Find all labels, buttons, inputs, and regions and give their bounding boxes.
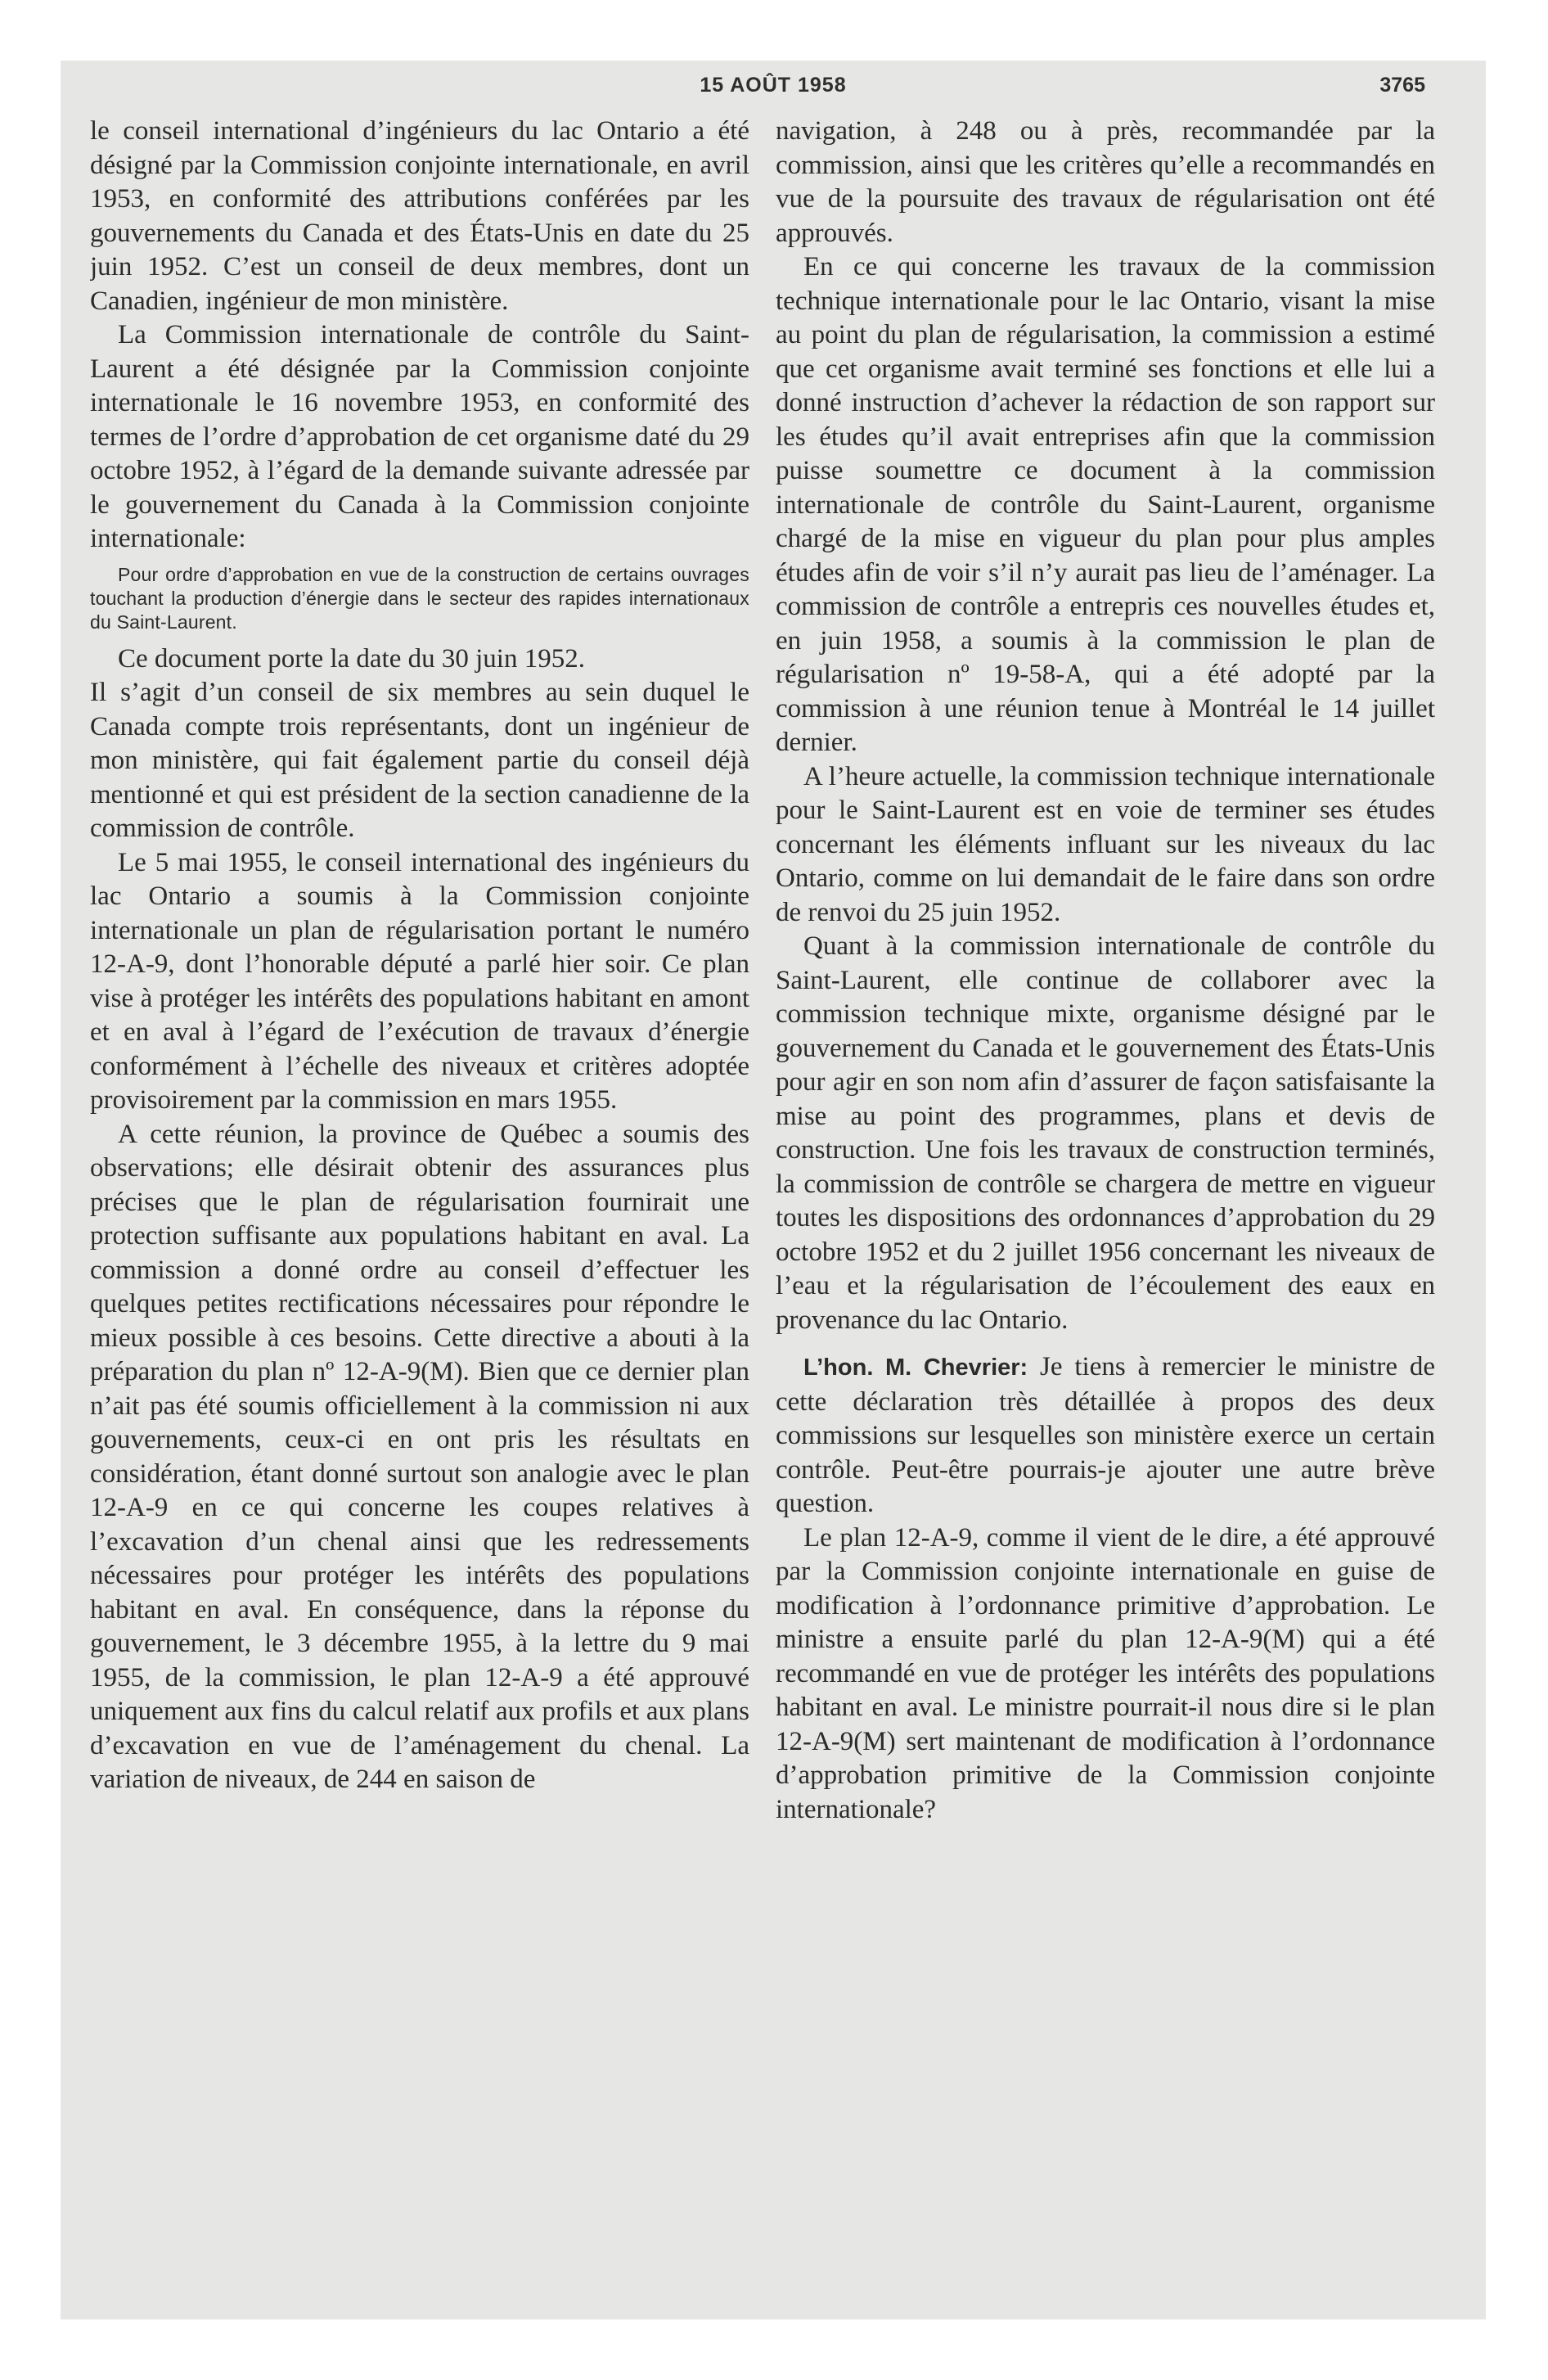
speech-chevrier	[776, 1350, 1435, 1521]
speech-text: Je tiens à remercier le ministre de cette déclaration très détaillée à propos des deux commissions sur lesquelles son ministère exerce un certain contrôle. Peut-être pourrais-je ajouter une autre brève question.	[776, 1352, 1435, 1518]
speaker-name: L’hon. M. Chevrier:	[803, 1355, 1028, 1381]
left-paragraph-5: Le 5 mai 1955, le conseil international des ingénieurs du lac Ontario a soumis à la Commission conjointe internationale un plan de régularisation portant le numéro 12-A-9, dont l’honorable député a parlé hier soir. Ce plan vise à protéger les intérêts des populations habitant en amont et en aval à l’égard de l’exécution de travaux d’énergie conformément à l’échelle des niveaux et critères adoptée provisoirement par la commission en mars 1955.	[90, 847, 749, 1115]
right-column	[776, 115, 1435, 2308]
right-paragraph-3: A l’heure actuelle, la commission technique internationale pour le Saint-Laurent est en voie de terminer ses études concernant les éléments influant sur les niveaux du lac Ontario, comme on lui demandait de le faire dans son ordre de renvoi du 25 juin 1952.	[776, 761, 1435, 927]
left-paragraph-2: La Commission internationale de contrôle du Saint-Laurent a été désignée par la Commission conjointe internationale le 16 novembre 1953, en conformité des termes de l’ordre d’approbation de cet organisme daté du 29 octobre 1952, à l’égard de la demande suivante adressée par le gouvernement du Canada à la Commission conjointe internationale:	[90, 320, 749, 553]
right-paragraph-2: En ce qui concerne les travaux de la commission technique internationale pour le lac Ontario, visant la mise au point du plan de régularisation, la commission a estimé que cet organisme avait terminé ses fonctions et elle lui a donné instruction d’achever la rédaction de son rapport sur les études qu’il avait entreprises afin que la commission puisse soumettre ce document à la commission internationale de contrôle du Saint-Laurent, organisme chargé de la mise en vigueur du plan pour plus amples études afin de voir s’il n’y aurait pas lieu de l’aménager. La commission de contrôle a entrepris ces nouvelles études et, en juin 1958, a soumis à la commission le plan de régularisation nº 19-58-A, qui a été adopté par la commission à une réunion tenue à Montréal le 14 juillet dernier.	[776, 252, 1435, 757]
header-date: 15 AOÛT 1958	[700, 74, 847, 97]
left-paragraph-3: Ce document porte la date du 30 juin 1952.	[118, 643, 585, 674]
page-header	[61, 74, 1486, 106]
right-paragraph-1: navigation, à 248 ou à près, recommandée par la commission, ainsi que les critères qu’elle a recommandés en vue de la poursuite des travaux de régularisation ont été approuvés.	[776, 116, 1435, 248]
quoted-request-text: Pour ordre d’approbation en vue de la construction de certains ouvrages touchant la production d’énergie dans le secteur des rapides internationaux du Saint-Laurent.	[90, 563, 749, 633]
page-number: 3765	[1379, 74, 1425, 97]
quoted-request	[90, 563, 749, 634]
left-paragraph-4: Il s’agit d’un conseil de six membres au sein duquel le Canada compte trois représentants, dont un ingénieur de mon ministère, qui fait également partie du conseil déjà mentionné et qui est président de la section canadienne de la commission de contrôle.	[90, 678, 749, 843]
right-paragraph-6: Le plan 12-A-9, comme il vient de le dire, a été approuvé par la Commission conjointe internationale en guise de modification à l’ordonnance primitive d’approbation. Le ministre a ensuite parlé du plan 12-A-9(M) qui a été recommandé en vue de protéger les intérêts des populations habitant en aval. Le ministre pourrait-il nous dire si le plan 12-A-9(M) sert maintenant de modification à l’ordonnance d’approbation primitive de la Commission conjointe internationale?	[776, 1522, 1435, 1824]
left-paragraph-6: A cette réunion, la province de Québec a soumis des observations; elle désirait obtenir des assurances plus précises que le plan de régularisation fournirait une protection suffisante aux populations habitant en aval. La commission a donné ordre au conseil d’effectuer les quelques petites rectifications nécessaires pour répondre le mieux possible à ces besoins. Cette directive a abouti à la préparation du plan nº 12-A-9(M). Bien que ce dernier plan n’ait pas été soumis officiellement à la commission ni aux gouvernements, ceux-ci en ont pris les résultats en considération, étant donné surtout son analogie avec le plan 12-A-9 en ce qui concerne les coupes relatives à l’excavation d’un chenal ainsi que les redressements nécessaires pour protéger les intérêts des populations habitant en aval. En conséquence, dans la réponse du gouvernement, le 3 décembre 1955, à la lettre du 9 mai 1955, de la commission, le plan 12-A-9 a été approuvé uniquement aux fins du calcul relatif aux profils et aux plans d’excavation en vue de l’aménagement du chenal. La variation de niveaux, de 244 en saison de	[90, 1119, 749, 1794]
left-column	[90, 115, 749, 2308]
right-paragraph-4: Quant à la commission internationale de contrôle du Saint-Laurent, elle continue de collaborer avec la commission technique mixte, organisme désigné par le gouvernement du Canada et le gouvernement des États-Unis pour agir en son nom afin d’assurer de façon satisfaisante la mise au point des programmes, plans et devis de construction. Une fois les travaux de construction terminés, la commission de contrôle se chargera de mettre en vigueur toutes les dispositions des ordonnances d’approbation du 29 octobre 1952 et du 2 juillet 1956 concernant les niveaux de l’eau et la régularisation de l’écoulement des eaux en provenance du lac Ontario.	[776, 931, 1435, 1335]
left-paragraph-1: le conseil international d’ingénieurs du lac Ontario a été désigné par la Commission conjointe internationale, en avril 1953, en conformité des attributions conférées par les gouvernements du Canada et des États-Unis en date du 25 juin 1952. C’est un conseil de deux membres, dont un Canadien, ingénieur de mon ministère.	[90, 116, 749, 316]
